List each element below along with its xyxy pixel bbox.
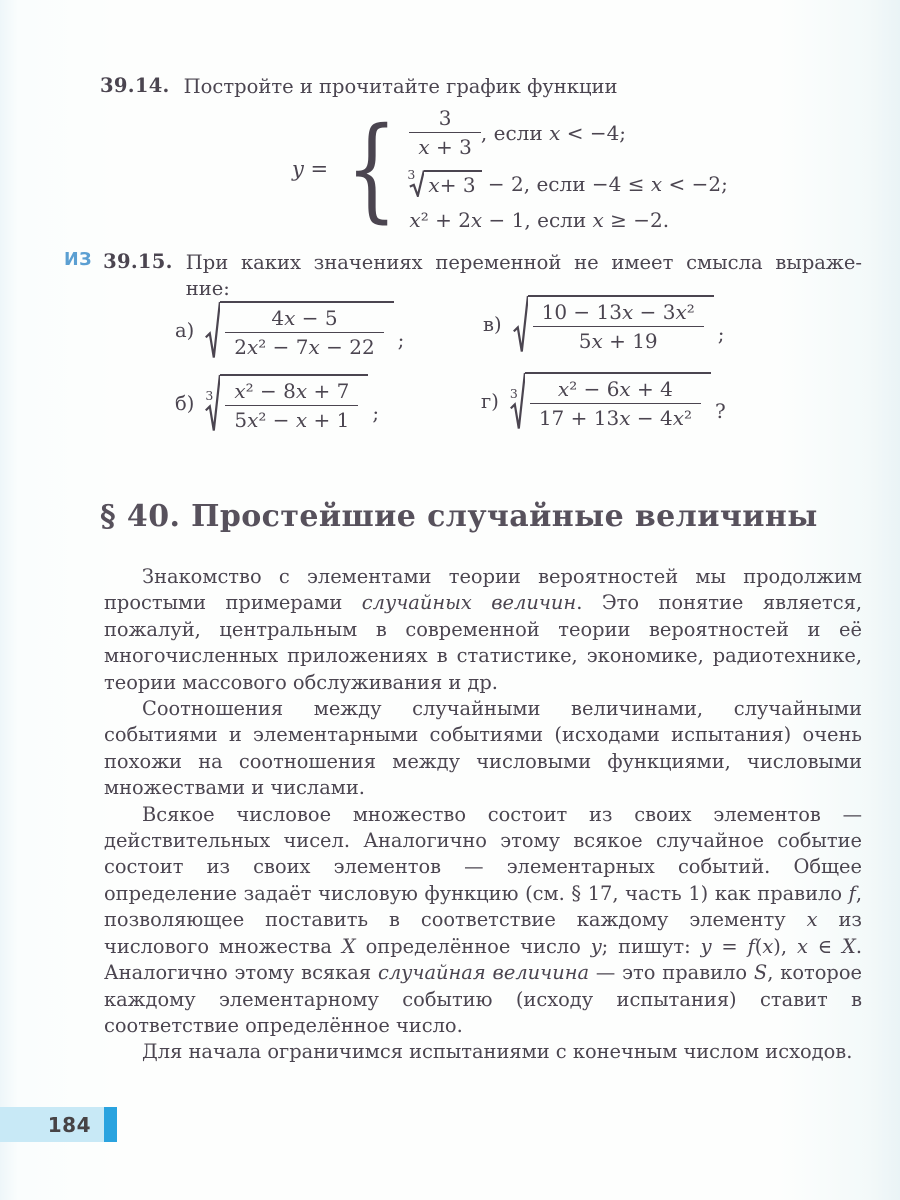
piecewise-brace: { [346, 104, 398, 234]
root-index: 3 [509, 386, 518, 401]
item-punctuation: ? [715, 399, 726, 423]
fraction-denominator: 5x + 19 [533, 326, 704, 353]
item-punctuation: ; [372, 401, 380, 425]
problem-number: 39.15. [103, 250, 173, 273]
piece-2 [407, 167, 728, 198]
radical-sign-icon [510, 372, 525, 431]
fraction [409, 106, 480, 159]
problem-statement: Постройте и прочитайте график функции [183, 75, 618, 98]
paragraph: Для начала ограничимся испытаниями с конечным числом исходов. [142, 1040, 853, 1064]
root-index: 3 [205, 388, 214, 403]
piece-condition: , если x < −4; [480, 120, 627, 145]
fraction [225, 306, 383, 359]
square-root [513, 295, 714, 354]
fraction-numerator: 4x − 5 [271, 306, 338, 330]
fraction-denominator: x + 3 [409, 132, 480, 159]
paragraph: Знакомство с элементами теории вероятностей мы продолжим простыми примерами случайных величин. Это понятие является, пожалуй, центральным в современной теории вероятностей и её многочисленных приложениях в статистике, экономике, радиотехнике, теории массового обслуживания и др. [104, 565, 863, 694]
radicand [528, 295, 714, 354]
expression-item-b [175, 374, 379, 433]
expression-item-v [483, 295, 725, 354]
section-heading: § 40. Простейшие случайные величины [100, 499, 818, 534]
fraction-numerator: x² − 6x + 4 [557, 377, 673, 401]
radicand [220, 374, 368, 433]
expression-item-a [175, 301, 404, 360]
cube-root [205, 374, 368, 433]
fraction-denominator: 2x² − 7x − 22 [225, 332, 383, 359]
radical-sign-icon [513, 295, 528, 354]
fraction-numerator: 10 − 13x − 3x² [541, 300, 695, 324]
page-number: 184 [47, 1112, 91, 1137]
page-band-accent [104, 1107, 117, 1142]
square-root [205, 301, 393, 360]
problem-number: 39.14. [100, 74, 170, 97]
item-punctuation: ; [397, 328, 405, 352]
page-number-band [0, 1107, 104, 1142]
problem-39-14 [100, 74, 862, 100]
root-index: 3 [407, 167, 416, 183]
fraction [530, 377, 701, 430]
radicand [525, 372, 711, 431]
statement-line-2: ние: [185, 277, 230, 300]
exam-badge: ИЗ [64, 250, 93, 270]
cube-root [407, 167, 481, 198]
section-body [104, 564, 862, 1066]
cube-root [510, 372, 711, 431]
paragraph: Соотношения между случайными величинами, случайными событиями и элементарными событиями (исходами испытания) очень похожи на соотношения между числовыми функциями, числовыми множествами и числами. [104, 697, 862, 800]
function-lhs: y = [292, 157, 329, 182]
piece-3 [409, 208, 727, 232]
fraction [533, 300, 704, 353]
radical-sign-icon [205, 301, 220, 360]
fraction [225, 379, 358, 432]
fraction-numerator: 3 [438, 106, 452, 131]
piece-1 [409, 106, 727, 159]
radicand [220, 301, 393, 360]
piece-condition: − 2, если −4 ≤ x < −2; [481, 171, 728, 196]
item-label: б) [175, 392, 195, 415]
statement-line-1: При каких значениях переменной не имеет смысла выраже- [185, 251, 862, 274]
expression-item-g [481, 372, 726, 431]
item-label: в) [483, 313, 502, 336]
fraction-numerator: x² − 8x + 7 [234, 379, 350, 403]
radical-sign-icon [205, 374, 220, 433]
radicand: x + 3 [424, 170, 481, 197]
fraction-denominator: 17 + 13x − 4x² [530, 403, 701, 430]
item-label: г) [481, 390, 499, 413]
piece-expression: x² + 2x − 1, если x ≥ −2. [409, 208, 670, 233]
fraction-denominator: 5x² − x + 1 [225, 405, 358, 432]
item-punctuation: ; [717, 322, 725, 346]
problem-39-15 [64, 250, 862, 302]
item-label: а) [175, 319, 195, 342]
piecewise-function [292, 103, 728, 235]
function-pieces [409, 106, 727, 232]
paragraph: Всякое числовое множество состоит из своих элементов — действительных чисел. Аналогично этому всякое случайное событие состоит из своих элементов — элементарных событий. Общее определение задаёт числовую функцию (см. § 17, часть 1) как правило f, позволяющее поставить в соответствие каждому элементу x из числового множества X определённое число y; пишут: y = f(x), x ∈ X. Аналогично этому всякая случайная величина — это правило S, которое каждому элементарному событию (исходу испытания) ставит в соответствие определённое число. [104, 802, 863, 1037]
